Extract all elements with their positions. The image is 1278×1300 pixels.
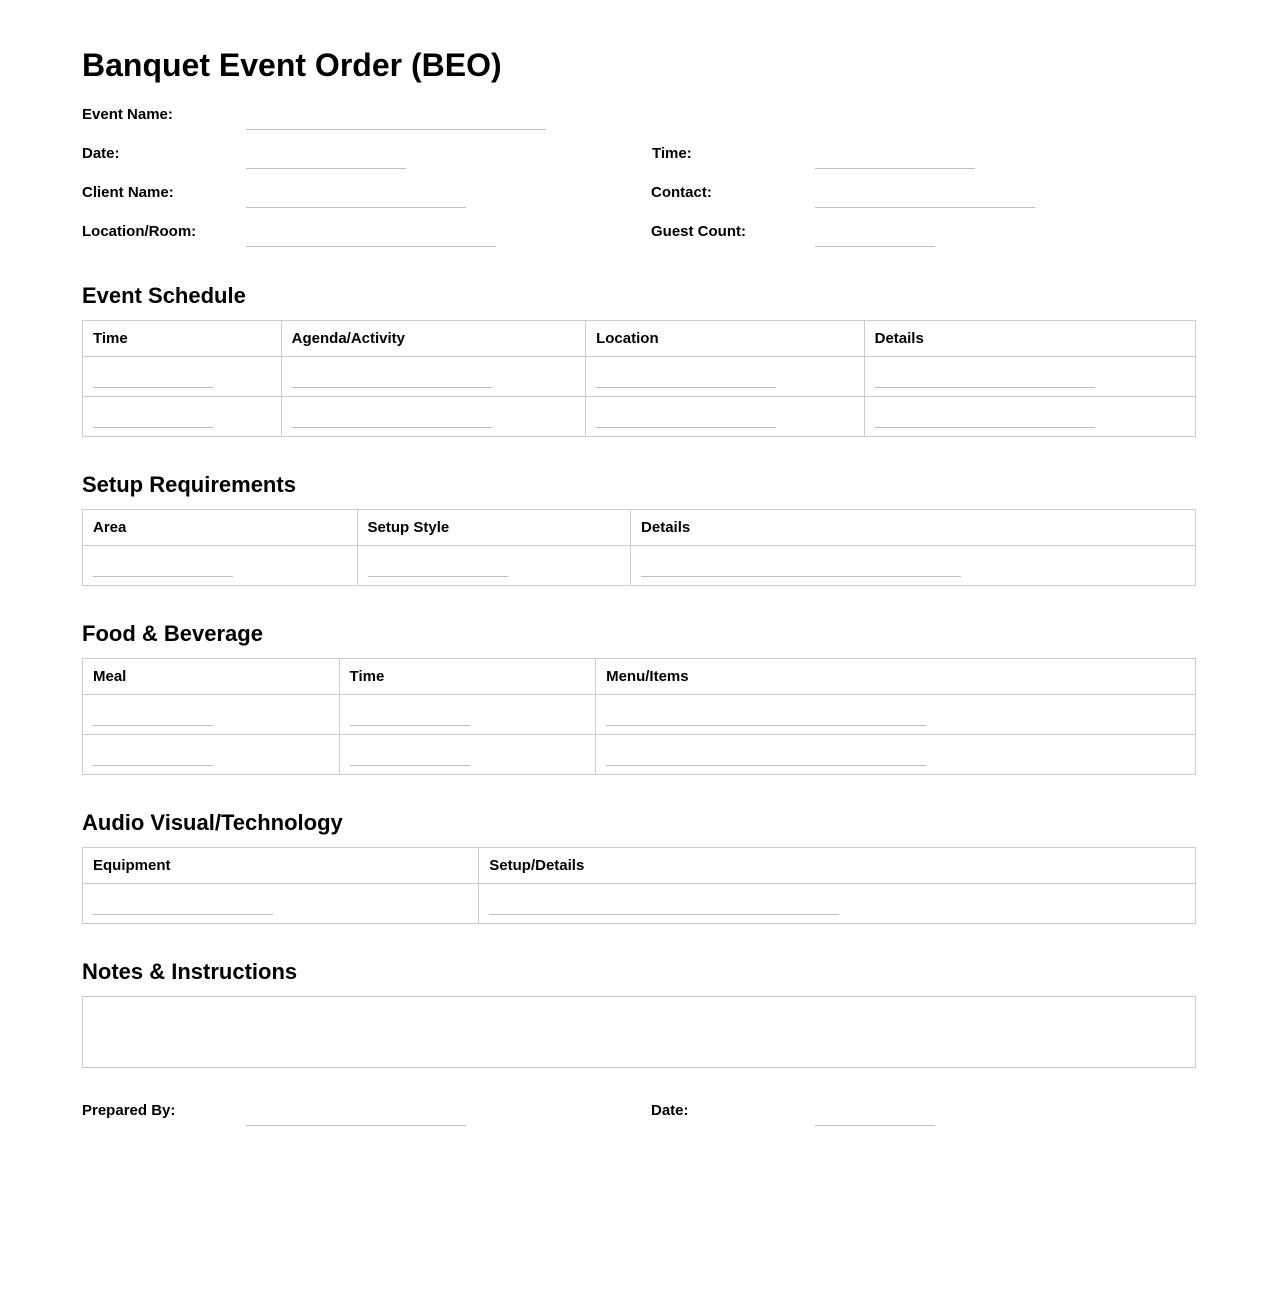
blank-input-line[interactable] [489, 914, 839, 915]
time-field[interactable] [815, 168, 975, 169]
table-cell [630, 546, 1195, 585]
table-row [83, 356, 1195, 396]
blank-input-line[interactable] [93, 387, 213, 388]
page-title: Banquet Event Order (BEO) [82, 47, 502, 83]
blank-input-line[interactable] [875, 427, 1095, 428]
prepared-by-field[interactable] [246, 1125, 466, 1126]
table-cell [339, 695, 596, 734]
blank-input-line[interactable] [350, 765, 470, 766]
footer-date-label: Date: [651, 1102, 689, 1119]
table-row [83, 545, 1195, 585]
contact-label: Contact: [651, 184, 712, 201]
table-header-row [83, 321, 1195, 356]
location-room-label: Location/Room: [82, 223, 197, 240]
table-cell [585, 397, 864, 436]
guest-count-field[interactable] [815, 246, 935, 247]
table-row [83, 883, 1195, 923]
blank-input-line[interactable] [596, 427, 776, 428]
table-cell [83, 546, 357, 585]
notes-textarea[interactable] [82, 996, 1196, 1068]
client-name-label: Client Name: [82, 184, 174, 201]
date-label: Date: [82, 145, 120, 162]
guest-count-label: Guest Count: [651, 223, 746, 240]
notes-heading: Notes & Instructions [82, 959, 298, 984]
table-header-row [83, 510, 1195, 545]
table-header-row [83, 659, 1195, 694]
blank-input-line[interactable] [641, 576, 961, 577]
footer-date-field[interactable] [815, 1125, 935, 1126]
table-cell [585, 357, 864, 396]
table-row [83, 396, 1195, 436]
food-beverage-table [82, 658, 1196, 775]
blank-input-line[interactable] [606, 765, 926, 766]
table-cell [357, 546, 631, 585]
table-cell [595, 695, 1195, 734]
contact-field[interactable] [815, 207, 1035, 208]
blank-input-line[interactable] [93, 427, 213, 428]
column-header: Equipment [93, 857, 171, 874]
table-cell [83, 735, 339, 774]
table-cell [83, 357, 281, 396]
blank-input-line[interactable] [292, 387, 492, 388]
table-cell [864, 397, 1195, 436]
column-header: Details [630, 510, 1195, 545]
table-cell [281, 357, 585, 396]
column-header: Setup/Details [478, 848, 1195, 883]
table-cell [864, 357, 1195, 396]
blank-input-line[interactable] [93, 725, 213, 726]
column-header: Details [864, 321, 1195, 356]
event-name-field[interactable] [246, 129, 546, 130]
audio-visual-table [82, 847, 1196, 924]
table-cell [83, 884, 478, 923]
table-cell [83, 695, 339, 734]
column-header: Setup Style [357, 510, 631, 545]
prepared-by-label: Prepared By: [82, 1102, 176, 1119]
blank-input-line[interactable] [93, 765, 213, 766]
blank-input-line[interactable] [875, 387, 1095, 388]
column-header: Time [339, 659, 596, 694]
column-header: Menu/Items [595, 659, 1195, 694]
table-header-row [83, 848, 1195, 883]
client-name-field[interactable] [246, 207, 466, 208]
table-cell [83, 397, 281, 436]
time-label: Time: [652, 145, 692, 162]
event-schedule-heading: Event Schedule [82, 283, 246, 308]
food-beverage-heading: Food & Beverage [82, 621, 263, 646]
blank-input-line[interactable] [596, 387, 776, 388]
table-cell [595, 735, 1195, 774]
table-cell [339, 735, 596, 774]
column-header: Agenda/Activity [281, 321, 585, 356]
blank-input-line[interactable] [368, 576, 508, 577]
column-header: Location [585, 321, 864, 356]
column-header: Time [93, 330, 128, 347]
setup-requirements-table [82, 509, 1196, 586]
location-room-field[interactable] [246, 246, 496, 247]
blank-input-line[interactable] [93, 914, 273, 915]
event-schedule-table [82, 320, 1196, 437]
table-row [83, 694, 1195, 734]
date-field[interactable] [246, 168, 406, 169]
column-header: Area [93, 519, 127, 536]
blank-input-line[interactable] [350, 725, 470, 726]
event-name-label: Event Name: [82, 106, 173, 123]
blank-input-line[interactable] [292, 427, 492, 428]
table-cell [478, 884, 1195, 923]
blank-input-line[interactable] [606, 725, 926, 726]
blank-input-line[interactable] [93, 576, 233, 577]
audio-visual-heading: Audio Visual/Technology [82, 810, 343, 835]
table-cell [281, 397, 585, 436]
setup-requirements-heading: Setup Requirements [82, 472, 296, 497]
column-header: Meal [93, 668, 127, 685]
table-row [83, 734, 1195, 774]
